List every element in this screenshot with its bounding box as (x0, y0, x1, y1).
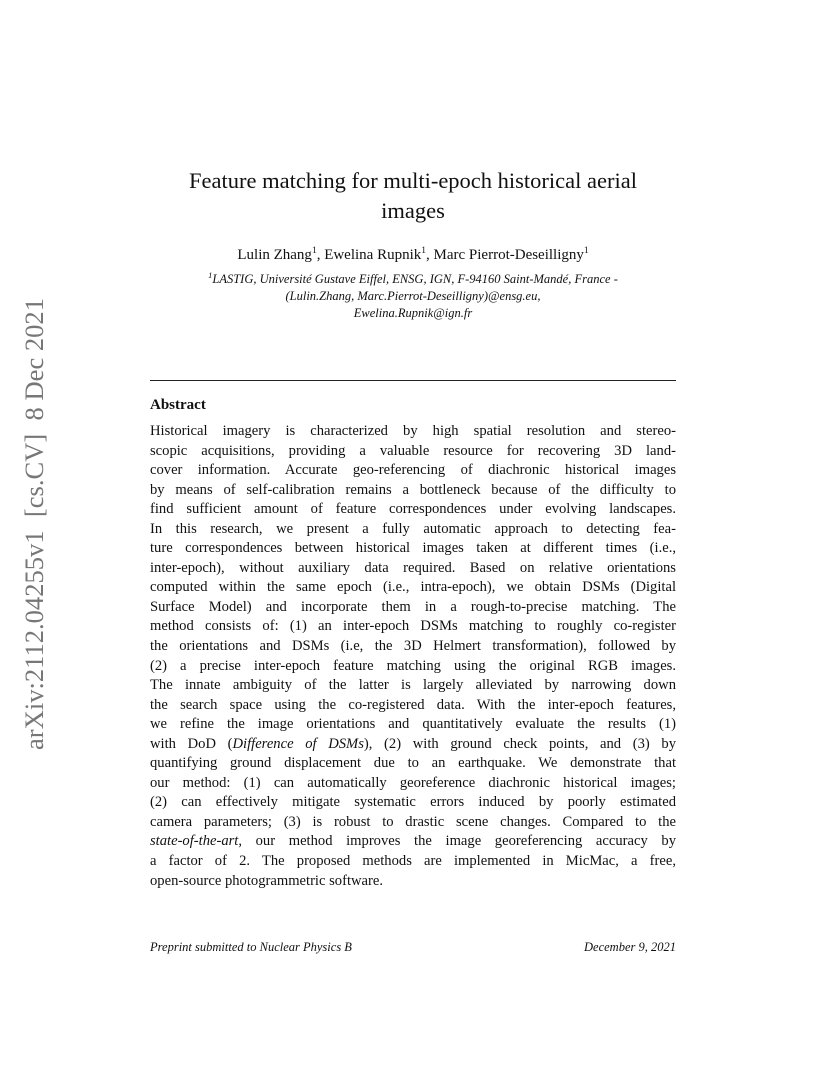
abstract-line (150, 735, 676, 755)
abstract-line: Surface Model) and incorporate them in a rough-to-precise matching. The (150, 598, 676, 615)
abstract-line: a factor of 2. The proposed methods are implemented in MicMac, a free, (150, 853, 676, 870)
author-name: Ewelina Rupnik (324, 247, 422, 263)
affiliation-line-3: Ewelina.Rupnik@ign.fr (353, 306, 473, 320)
author-affiliation-mark: 1 (311, 246, 317, 256)
author-2 (324, 247, 433, 263)
arxiv-identifier-stamp (14, 296, 50, 752)
title-line-1: Feature matching for multi-epoch historical aerial (189, 168, 637, 193)
abstract-body (150, 422, 676, 891)
author-affiliation-mark: 1 (583, 246, 589, 256)
abstract-line: by means of self-calibration remains a bottleneck because of the difficulty to (150, 481, 676, 498)
abstract-line: computed within the same epoch (i.e., intra-epoch), we obtain DSMs (Digital (150, 579, 676, 596)
abstract-line: The innate ambiguity of the latter is largely alleviated by narrowing down (150, 677, 676, 694)
affiliation-line-1 (160, 271, 666, 288)
title-line-2: images (381, 198, 445, 223)
author-separator: , (316, 247, 325, 263)
abstract-text-segment: , our method improves the image georeferencing accuracy by (238, 833, 676, 850)
abstract-line: the orientations and DSMs (i.e, the 3D Helmert transformation), followed by (150, 638, 676, 655)
abstract-line (150, 832, 676, 852)
abstract-line: method consists of: (1) an inter-epoch DSMs matching to roughly co-register (150, 618, 676, 635)
footer-preprint-note: Preprint submitted to Nuclear Physics B (150, 940, 352, 954)
abstract-line: cover information. Accurate geo-referencing of diachronic historical images (150, 462, 676, 479)
affiliation-mark: 1 (208, 269, 213, 280)
author-1 (237, 247, 324, 263)
affiliation-text: LASTIG, Université Gustave Eiffel, ENSG, IGN, F-94160 Saint-Mandé, France - (212, 272, 618, 286)
author-3 (434, 247, 589, 263)
author-name: Marc Pierrot-Deseilligny (433, 247, 584, 263)
horizontal-rule (150, 380, 676, 381)
abstract-line: In this research, we present a fully automatic approach to detecting fea- (150, 520, 676, 537)
abstract-line: (2) a precise inter-epoch feature matching using the original RGB images. (150, 657, 676, 674)
abstract-text-segment: ), (2) with ground check points, and (3) by (363, 735, 676, 752)
abstract-line: camera parameters; (3) is robust to drastic scene changes. Compared to the (150, 813, 676, 830)
author-name: Lulin Zhang (237, 247, 312, 263)
abstract-line: the search space using the co-registered data. With the inter-epoch features, (150, 696, 676, 713)
abstract-line: Historical imagery is characterized by high spatial resolution and stereo- (150, 423, 676, 439)
abstract-text-segment: with DoD ( (150, 735, 233, 752)
abstract-line: (2) can effectively mitigate systematic errors induced by poorly estimated (150, 794, 676, 811)
arxiv-identifier-text: arXiv:2112.04255v1 [cs.CV] 8 Dec 2021 (20, 307, 49, 750)
abstract-emphasis: Difference of DSMs (232, 735, 364, 752)
abstract-line: inter-epoch), without auxiliary data required. Based on relative orientations (150, 559, 676, 576)
footer-date: December 9, 2021 (584, 940, 676, 954)
affiliation-block (160, 271, 666, 322)
author-affiliation-mark: 1 (421, 246, 427, 256)
author-list (150, 246, 676, 264)
abstract-line: ture correspondences between historical images taken at different times (i.e., (150, 540, 676, 557)
abstract-line: open-source photogrammetric software. (150, 872, 384, 889)
abstract-emphasis: state-of-the-art (150, 833, 239, 850)
author-separator: , (426, 247, 434, 263)
abstract-line: scopic acquisitions, providing a valuable resource for recovering 3D land- (150, 442, 676, 459)
abstract-heading: Abstract (150, 397, 206, 413)
abstract-line: quantifying ground displacement due to an earthquake. We demonstrate that (150, 755, 676, 772)
abstract-line: we refine the image orientations and quantitatively evaluate the results (1) (150, 716, 676, 733)
abstract-line: our method: (1) can automatically georeference diachronic historical images; (150, 774, 676, 791)
abstract-line: find sufficient amount of feature correspondences under evolving landscapes. (150, 501, 676, 518)
affiliation-line-2: (Lulin.Zhang, Marc.Pierrot-Deseilligny)@ensg.eu, (285, 289, 541, 303)
paper-title (150, 166, 676, 226)
